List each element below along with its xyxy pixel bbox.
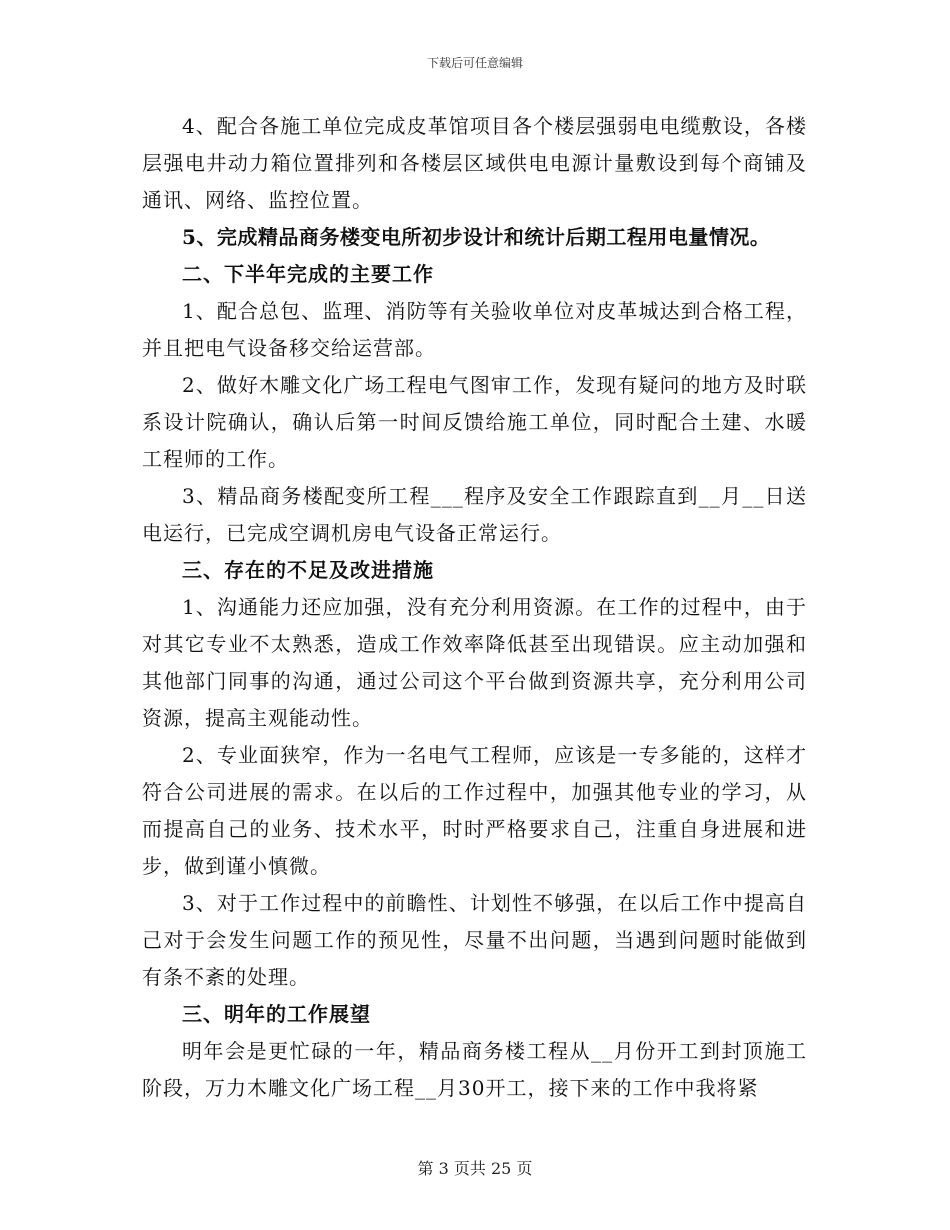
paragraph-bold: 5、完成精品商务楼变电所初步设计和统计后期工程用电量情况。	[182, 225, 771, 249]
paragraph: 3、精品商务楼配变所工程___程序及安全工作跟踪直到__月__日送电运行，已完成空调机房电气设备正常运行。	[142, 484, 807, 545]
paragraph: 明年会是更忙碌的一年，精品商务楼工程从__月份开工到封顶施工阶段，万力木雕文化广场工程__月30开工，接下来的工作中我将紧	[142, 1039, 807, 1100]
paragraph: 4、配合各施工单位完成皮革馆项目各个楼层强弱电电缆敷设，各楼层强电井动力箱位置排列和各楼层区域供电电源计量敷设到每个商铺及通讯、网络、监控位置。	[142, 114, 807, 212]
section-heading: 三、存在的不足及改进措施	[182, 558, 434, 582]
section-heading: 三、明年的工作展望	[182, 1002, 371, 1026]
page-footer: 第 3 页共 25 页	[417, 1159, 533, 1178]
paragraph: 2、专业面狭窄，作为一名电气工程师，应该是一专多能的，这样才符合公司进展的需求。在以后的工作过程中，加强其他专业的学习，从而提高自己的业务、技术水平，时时严格要求自己，注重自身进展和进步，做到谨小慎微。	[142, 743, 807, 878]
document-body	[142, 108, 807, 1107]
page-header: 下载后可任意编辑	[426, 56, 523, 70]
section-heading: 二、下半年完成的主要工作	[182, 262, 434, 286]
paragraph: 3、对于工作过程中的前瞻性、计划性不够强，在以后工作中提高自己对于会发生问题工作的预见性，尽量不出问题，当遇到问题时能做到有条不紊的处理。	[142, 891, 807, 989]
paragraph: 2、做好木雕文化广场工程电气图审工作，发现有疑问的地方及时联系设计院确认，确认后第一时间反馈给施工单位，同时配合土建、水暖工程师的工作。	[142, 373, 807, 471]
paragraph: 1、沟通能力还应加强，没有充分利用资源。在工作的过程中，由于对其它专业不太熟悉，造成工作效率降低甚至出现错误。应主动加强和其他部门同事的沟通，通过公司这个平台做到资源共享，充分利用公司资源，提高主观能动性。	[142, 595, 807, 730]
paragraph: 1、配合总包、监理、消防等有关验收单位对皮革城达到合格工程，并且把电气设备移交给运营部。	[142, 299, 807, 360]
